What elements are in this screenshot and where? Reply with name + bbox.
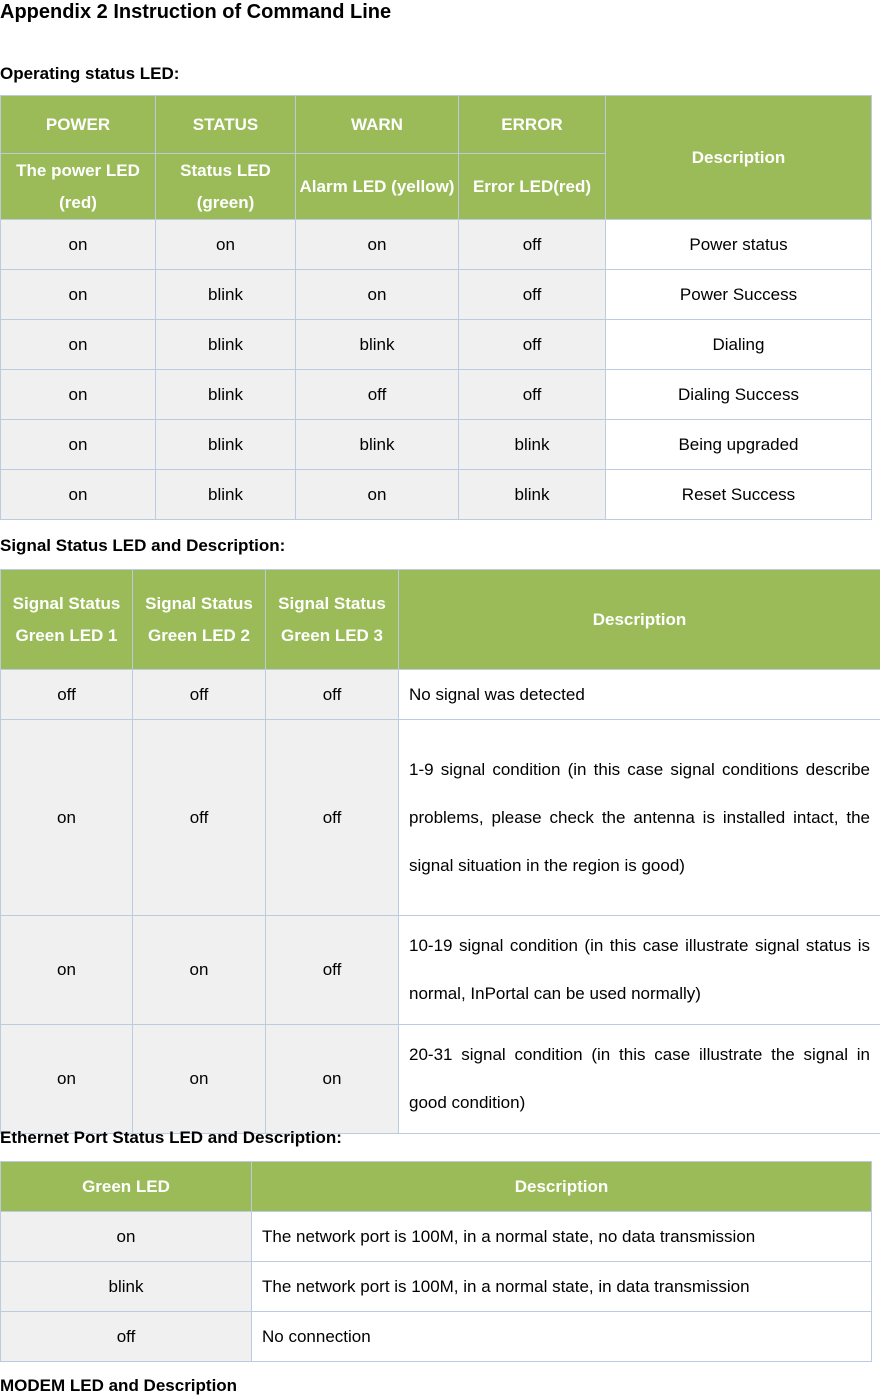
power-cell: on: [1, 320, 156, 370]
table-row: [1, 916, 880, 1025]
header-description: Description: [399, 570, 880, 670]
description-cell: Power Success: [606, 270, 872, 320]
description-cell: Being upgraded: [606, 420, 872, 470]
header-error-sub: Error LED(red): [459, 154, 606, 220]
signal-status-table: [0, 569, 880, 1134]
description-cell: Dialing Success: [606, 370, 872, 420]
description-cell: The network port is 100M, in a normal state, in data transmission: [252, 1262, 872, 1312]
error-cell: blink: [459, 420, 606, 470]
section-heading-ethernet-status: Ethernet Port Status LED and Description:: [0, 1127, 342, 1149]
section-heading-operating-status: Operating status LED:: [0, 63, 179, 85]
ethernet-status-rows: [1, 1212, 872, 1362]
description-cell: 10-19 signal condition (in this case illustrate signal status is normal, InPortal can be used normally): [399, 916, 880, 1025]
table-row: [1, 1262, 872, 1312]
power-cell: on: [1, 420, 156, 470]
power-cell: on: [1, 370, 156, 420]
signal-led-2-cell: off: [133, 720, 266, 916]
table-row: [1, 320, 872, 370]
error-cell: off: [459, 270, 606, 320]
header-signal-led-2: Signal Status Green LED 2: [133, 570, 266, 670]
description-cell: 20-31 signal condition (in this case illustrate the signal in good condition): [399, 1025, 880, 1134]
warn-cell: blink: [296, 320, 459, 370]
header-description: Description: [606, 96, 872, 220]
header-warn-sub: Alarm LED (yellow): [296, 154, 459, 220]
description-cell: No signal was detected: [399, 670, 880, 720]
power-cell: on: [1, 220, 156, 270]
power-cell: on: [1, 470, 156, 520]
description-cell: Reset Success: [606, 470, 872, 520]
green-led-cell: off: [1, 1312, 252, 1362]
description-cell: 1-9 signal condition (in this case signal conditions describe problems, please check the antenna is installed intact, the signal situation in the region is good): [399, 720, 880, 916]
signal-led-1-cell: on: [1, 1025, 133, 1134]
signal-led-1-cell: on: [1, 916, 133, 1025]
table-row: [1, 1312, 872, 1362]
warn-cell: on: [296, 470, 459, 520]
header-signal-led-3: Signal Status Green LED 3: [266, 570, 399, 670]
warn-cell: blink: [296, 420, 459, 470]
warn-cell: on: [296, 270, 459, 320]
green-led-cell: blink: [1, 1262, 252, 1312]
header-description: Description: [252, 1162, 872, 1212]
signal-led-1-cell: on: [1, 720, 133, 916]
signal-led-2-cell: on: [133, 916, 266, 1025]
table-row: [1, 270, 872, 320]
table-row: [1, 370, 872, 420]
header-green-led: Green LED: [1, 1162, 252, 1212]
signal-led-3-cell: off: [266, 916, 399, 1025]
warn-cell: on: [296, 220, 459, 270]
ethernet-status-table: [0, 1161, 872, 1362]
status-cell: blink: [156, 270, 296, 320]
table-row: [1, 420, 872, 470]
signal-led-3-cell: on: [266, 1025, 399, 1134]
signal-led-2-cell: off: [133, 670, 266, 720]
description-cell: Dialing: [606, 320, 872, 370]
status-cell: blink: [156, 420, 296, 470]
operating-status-table: [0, 95, 872, 520]
error-cell: off: [459, 220, 606, 270]
description-cell: Power status: [606, 220, 872, 270]
table-row: [1, 720, 880, 916]
error-cell: off: [459, 320, 606, 370]
table-row: [1, 220, 872, 270]
status-cell: blink: [156, 470, 296, 520]
header-power-sub: The power LED (red): [1, 154, 156, 220]
header-error: ERROR: [459, 96, 606, 154]
table-row: [1, 470, 872, 520]
status-cell: on: [156, 220, 296, 270]
error-cell: off: [459, 370, 606, 420]
signal-led-3-cell: off: [266, 670, 399, 720]
section-heading-modem-led: MODEM LED and Description: [0, 1375, 237, 1397]
table-row: [1, 1025, 880, 1134]
warn-cell: off: [296, 370, 459, 420]
error-cell: blink: [459, 470, 606, 520]
signal-status-rows: [1, 670, 880, 1134]
description-cell: The network port is 100M, in a normal state, no data transmission: [252, 1212, 872, 1262]
header-status: STATUS: [156, 96, 296, 154]
table-row: [1, 670, 880, 720]
status-cell: blink: [156, 370, 296, 420]
header-power: POWER: [1, 96, 156, 154]
power-cell: on: [1, 270, 156, 320]
page-title: Appendix 2 Instruction of Command Line: [0, 0, 391, 24]
header-warn: WARN: [296, 96, 459, 154]
signal-led-2-cell: on: [133, 1025, 266, 1134]
green-led-cell: on: [1, 1212, 252, 1262]
table-row: [1, 1212, 872, 1262]
section-heading-signal-status: Signal Status LED and Description:: [0, 535, 285, 557]
header-signal-led-1: Signal Status Green LED 1: [1, 570, 133, 670]
signal-led-1-cell: off: [1, 670, 133, 720]
signal-led-3-cell: off: [266, 720, 399, 916]
description-cell: No connection: [252, 1312, 872, 1362]
header-status-sub: Status LED (green): [156, 154, 296, 220]
operating-status-rows: [1, 220, 872, 520]
status-cell: blink: [156, 320, 296, 370]
